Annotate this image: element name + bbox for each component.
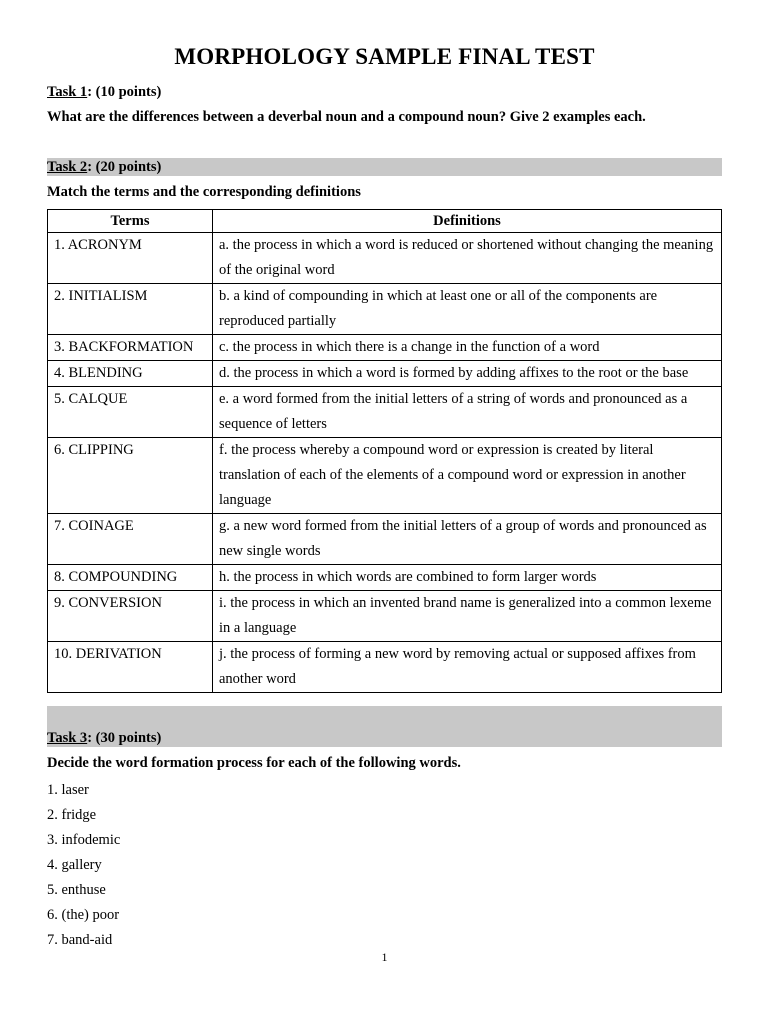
definition-cell: d. the process in which a word is formed by adding affixes to the root or the base xyxy=(213,361,722,387)
task2-heading xyxy=(47,159,161,176)
table-row xyxy=(48,284,722,335)
term-cell: 9. CONVERSION xyxy=(48,591,213,642)
page-number: 1 xyxy=(381,950,388,964)
table-row xyxy=(48,514,722,565)
page-title: MORPHOLOGY SAMPLE FINAL TEST xyxy=(174,44,595,69)
task3-instruction: Decide the word formation process for each of the following words. xyxy=(47,755,461,771)
task1-heading xyxy=(47,84,161,101)
term-cell: 5. CALQUE xyxy=(48,387,213,438)
list-item: 5. enthuse xyxy=(47,882,106,898)
task3-heading xyxy=(47,730,161,747)
task2-instruction: Match the terms and the corresponding definitions xyxy=(47,184,361,200)
definition-cell: f. the process whereby a compound word or expression is created by literal translation of each of the elements of a compound word or expression in another language xyxy=(213,438,722,514)
header-terms: Terms xyxy=(48,210,213,233)
table-row xyxy=(48,361,722,387)
list-item: 2. fridge xyxy=(47,807,97,823)
definition-cell: a. the process in which a word is reduced or shortened without changing the meaning of the original word xyxy=(213,233,722,284)
term-cell: 4. BLENDING xyxy=(48,361,213,387)
table-row xyxy=(48,591,722,642)
definition-cell: h. the process in which words are combined to form larger words xyxy=(213,565,722,591)
list-item: 3. infodemic xyxy=(47,832,121,848)
term-cell: 6. CLIPPING xyxy=(48,438,213,514)
definition-cell: g. a new word formed from the initial letters of a group of words and pronounced as new single words xyxy=(213,514,722,565)
definition-cell: b. a kind of compounding in which at least one or all of the components are reproduced partially xyxy=(213,284,722,335)
definition-cell: e. a word formed from the initial letters of a string of words and pronounced as a sequence of letters xyxy=(213,387,722,438)
table-row xyxy=(48,642,722,693)
list-item: 6. (the) poor xyxy=(47,907,120,923)
task1-points: : (10 points) xyxy=(87,84,162,100)
list-item: 7. band-aid xyxy=(47,932,113,948)
table-row xyxy=(48,387,722,438)
task2-label: Task 2 xyxy=(47,159,88,175)
list-item: 1. laser xyxy=(47,782,89,798)
definition-cell: i. the process in which an invented brand name is generalized into a common lexeme in a language xyxy=(213,591,722,642)
table-header-row xyxy=(48,210,722,233)
task1-question: What are the differences between a deverbal noun and a compound noun? Give 2 examples each. xyxy=(47,109,646,125)
task1-label: Task 1 xyxy=(47,84,88,100)
term-cell: 10. DERIVATION xyxy=(48,642,213,693)
term-cell: 1. ACRONYM xyxy=(48,233,213,284)
table-row xyxy=(48,233,722,284)
header-definitions: Definitions xyxy=(213,210,722,233)
term-cell: 7. COINAGE xyxy=(48,514,213,565)
task3-points: : (30 points) xyxy=(87,730,162,746)
definition-cell: j. the process of forming a new word by removing actual or supposed affixes from another word xyxy=(213,642,722,693)
task2-points: : (20 points) xyxy=(87,159,162,175)
terms-table-body xyxy=(48,233,722,693)
term-cell: 2. INITIALISM xyxy=(48,284,213,335)
table-row xyxy=(48,438,722,514)
terms-table xyxy=(47,209,722,693)
definition-cell: c. the process in which there is a change in the function of a word xyxy=(213,335,722,361)
list-item: 4. gallery xyxy=(47,857,102,873)
table-row xyxy=(48,335,722,361)
term-cell: 3. BACKFORMATION xyxy=(48,335,213,361)
task3-label: Task 3 xyxy=(47,730,88,746)
table-row xyxy=(48,565,722,591)
term-cell: 8. COMPOUNDING xyxy=(48,565,213,591)
word-list xyxy=(47,778,120,953)
